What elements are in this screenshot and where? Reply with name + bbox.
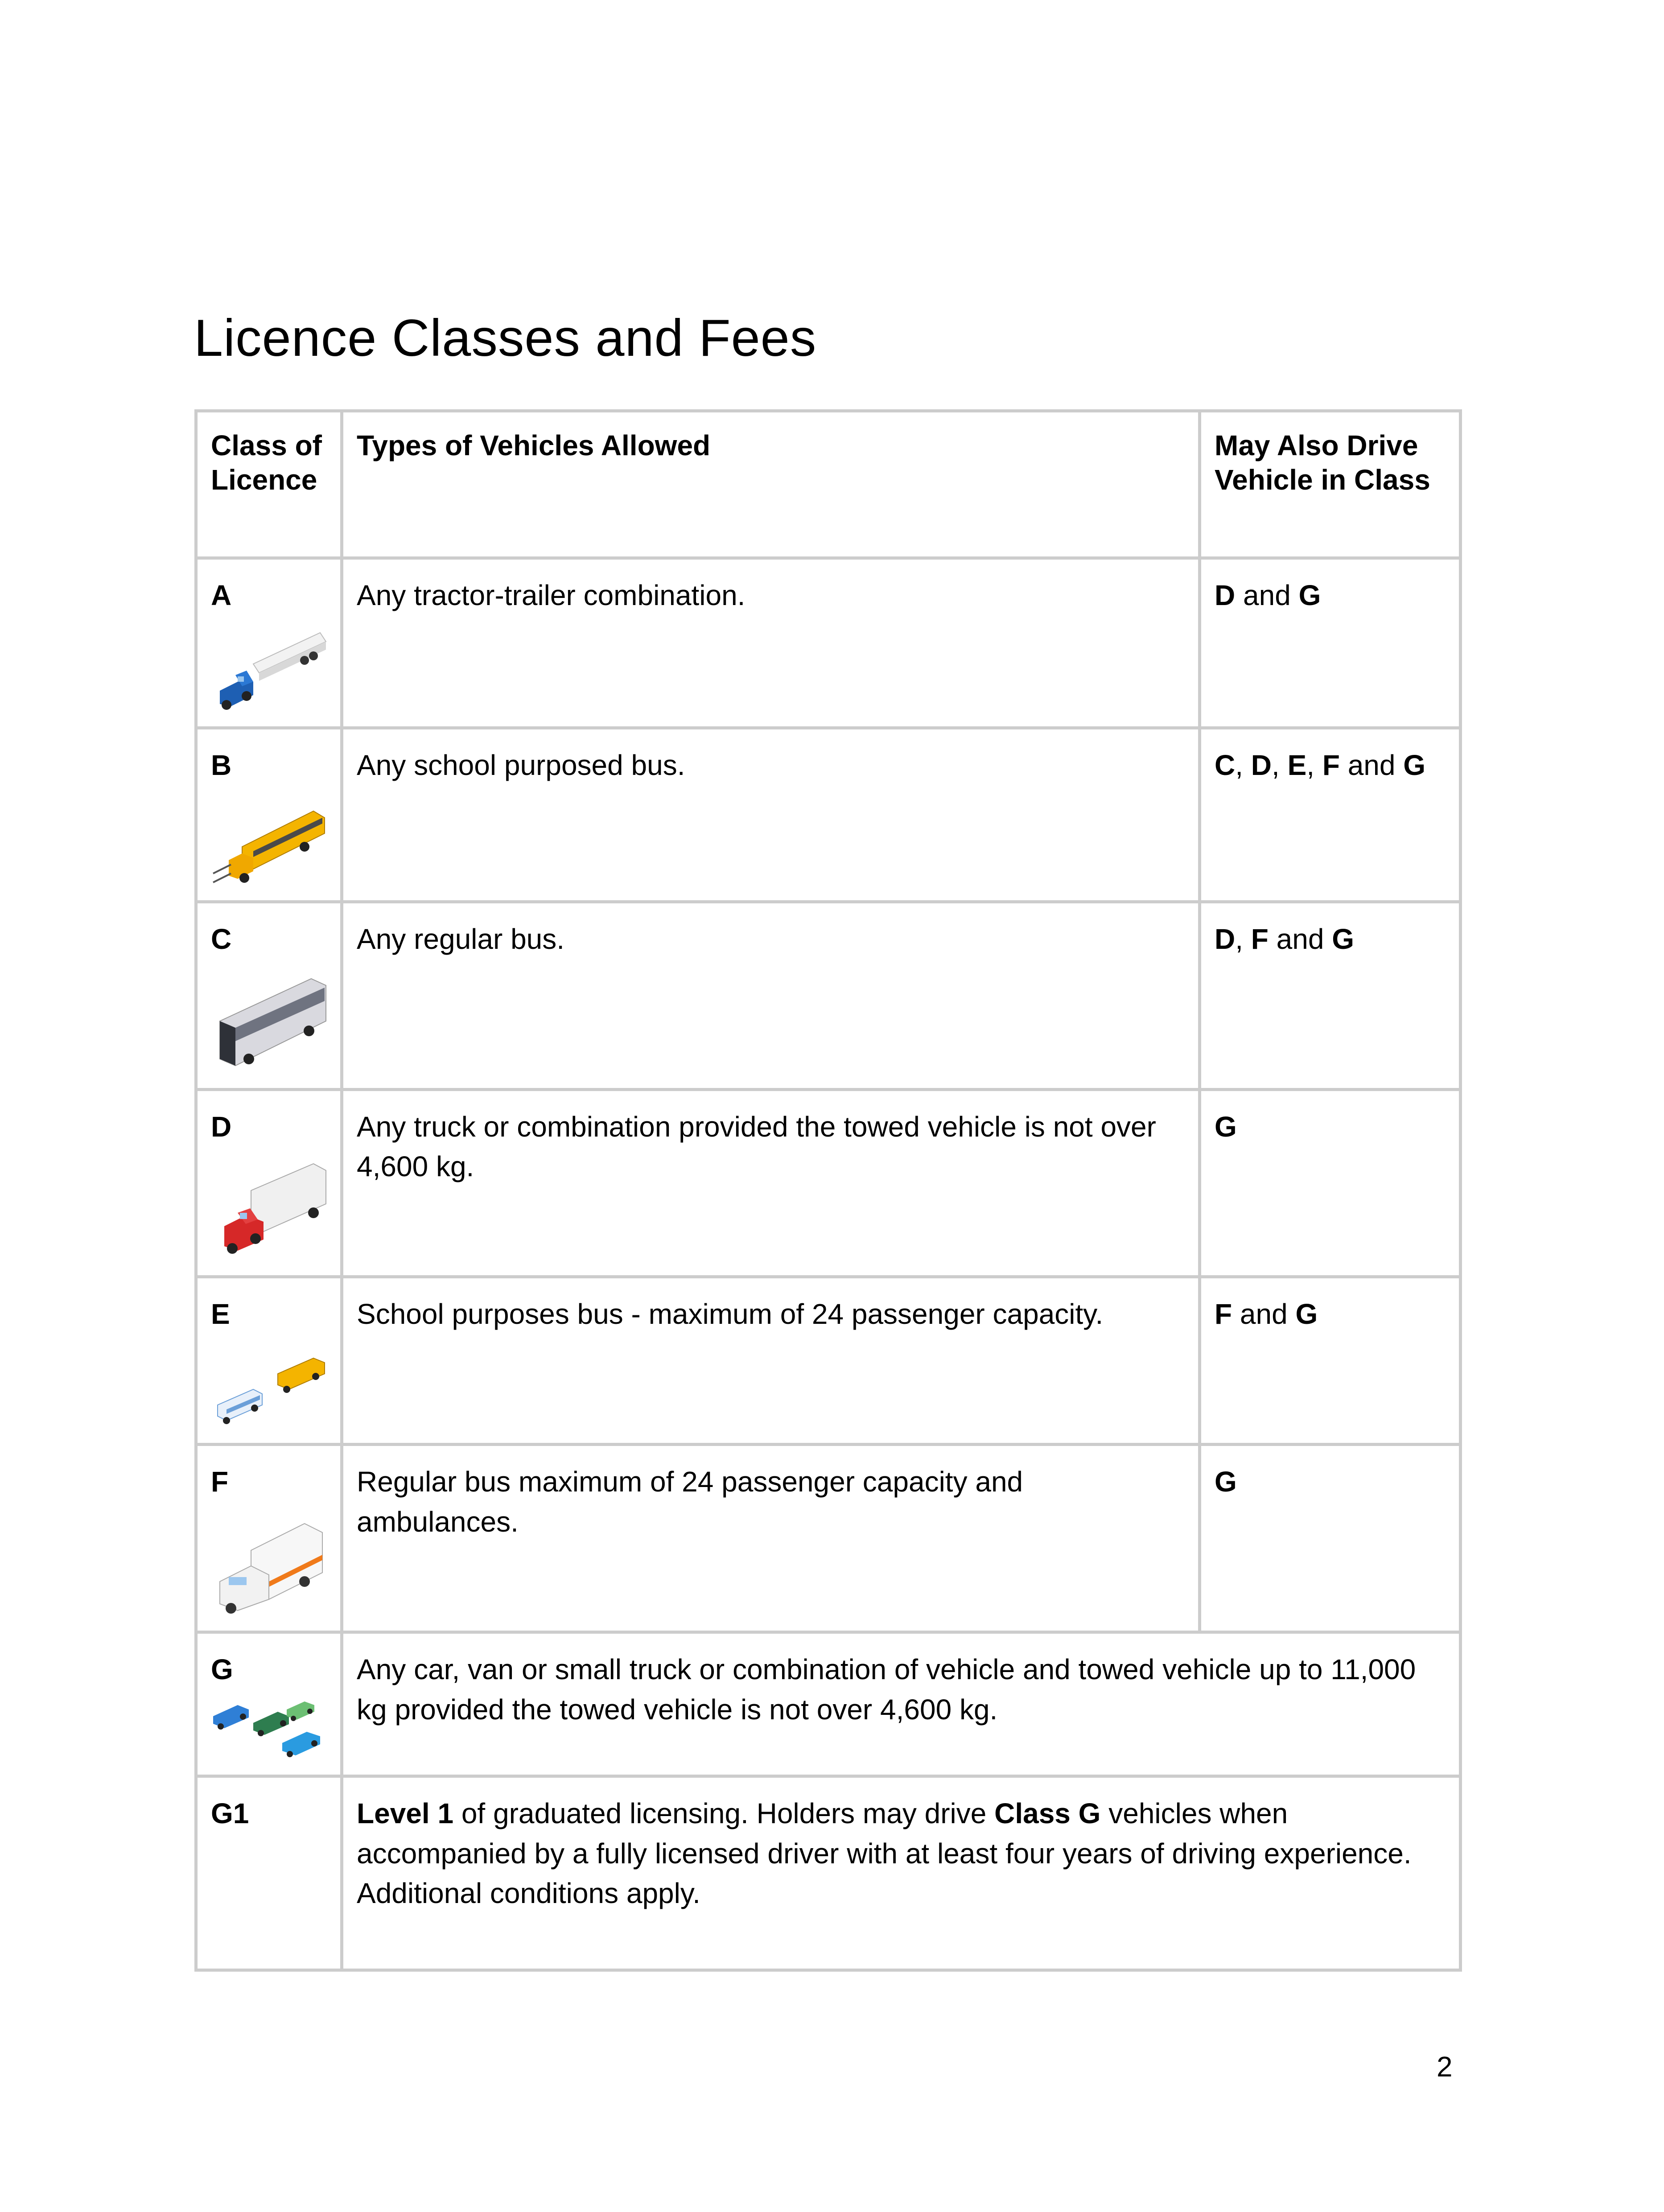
- class-label: G: [211, 1653, 233, 1685]
- text: ,: [1306, 749, 1322, 781]
- bold-text: Class G: [994, 1797, 1101, 1829]
- class-label: G1: [211, 1797, 249, 1829]
- bold-text: G: [1332, 923, 1354, 956]
- bold-text: G: [1403, 749, 1426, 781]
- vehicle-types-cell: Any car, van or small truck or combination of vehicle and towed vehicle up to 11,000 kg provided the towed vehicle is not over 4,600 kg.: [342, 1632, 1461, 1776]
- class-cell: [196, 1089, 342, 1277]
- class-label: D: [211, 1110, 232, 1143]
- bold-text: F: [1251, 923, 1269, 956]
- class-cell: [196, 1776, 342, 1970]
- table-row: [196, 1632, 1461, 1776]
- text: ,: [1272, 749, 1288, 781]
- page-title: Licence Classes and Fees: [194, 309, 817, 367]
- bold-text: G: [1215, 1466, 1237, 1498]
- class-cell: [196, 558, 342, 728]
- table-row: [196, 1089, 1461, 1277]
- also-drive-cell: [1200, 728, 1461, 902]
- bold-text: D: [1215, 923, 1236, 956]
- table-row: [196, 728, 1461, 902]
- box-truck-icon: [211, 1159, 327, 1262]
- header-class-of-licence: Class of Licence: [196, 411, 342, 558]
- vehicle-types-cell: Any regular bus.: [342, 902, 1200, 1090]
- table-row: [196, 1776, 1461, 1970]
- text: ,: [1235, 749, 1251, 781]
- vehicle-types-cell: Any school purposed bus.: [342, 728, 1200, 902]
- table-header-row: [196, 411, 1461, 558]
- table-row: [196, 902, 1461, 1090]
- table-row: [196, 558, 1461, 728]
- also-drive-cell: [1200, 902, 1461, 1090]
- vehicle-types-cell: Regular bus maximum of 24 passenger capacity and ambulances.: [342, 1445, 1200, 1632]
- vehicle-types-cell: [342, 1776, 1461, 1970]
- header-types-of-vehicles: Types of Vehicles Allowed: [342, 411, 1200, 558]
- bold-text: G: [1215, 1110, 1237, 1143]
- text: and: [1339, 749, 1404, 781]
- class-cell: [196, 1632, 342, 1776]
- ambulance-icon: [211, 1515, 327, 1617]
- small-school-bus-icon: [211, 1347, 327, 1427]
- licence-classes-table: [194, 409, 1462, 1972]
- also-drive-cell: [1200, 1089, 1461, 1277]
- vehicle-types-cell: School purposes bus - maximum of 24 passenger capacity.: [342, 1277, 1200, 1445]
- coach-bus-icon: [211, 972, 327, 1075]
- page-number: 2: [1437, 2051, 1453, 2083]
- bold-text: G: [1295, 1298, 1318, 1330]
- class-label: C: [211, 923, 232, 956]
- class-label: E: [211, 1298, 230, 1330]
- bold-text: G: [1298, 579, 1321, 611]
- table-row: [196, 1445, 1461, 1632]
- also-drive-cell: [1200, 1445, 1461, 1632]
- text: and: [1232, 1298, 1296, 1330]
- class-cell: [196, 1277, 342, 1445]
- vehicle-types-cell: Any tractor-trailer combination.: [342, 558, 1200, 728]
- bold-text: F: [1215, 1298, 1232, 1330]
- text: of graduated licensing. Holders may drive: [453, 1797, 995, 1829]
- table-row: [196, 1277, 1461, 1445]
- class-cell: [196, 1445, 342, 1632]
- tractor-trailer-icon: [211, 628, 327, 713]
- bold-text: D: [1215, 579, 1236, 611]
- class-cell: [196, 728, 342, 902]
- bold-text: C: [1215, 749, 1236, 781]
- class-cell: [196, 902, 342, 1090]
- bold-text: F: [1322, 749, 1340, 781]
- text: vehicles when accompanied by a fully licensed driver with at least four years of driving experience. Additional conditions apply.: [357, 1797, 1412, 1910]
- text: and: [1268, 923, 1332, 956]
- also-drive-cell: [1200, 1277, 1461, 1445]
- class-label: B: [211, 749, 232, 781]
- also-drive-cell: [1200, 558, 1461, 728]
- text: ,: [1235, 923, 1251, 956]
- bold-text: D: [1251, 749, 1272, 781]
- header-may-also-drive: May Also Drive Vehicle in Class: [1200, 411, 1461, 558]
- bold-text: E: [1287, 749, 1307, 781]
- school-bus-icon: [211, 798, 327, 887]
- class-label: A: [211, 579, 232, 611]
- cars-icon: [211, 1692, 327, 1759]
- vehicle-types-cell: Any truck or combination provided the towed vehicle is not over 4,600 kg.: [342, 1089, 1200, 1277]
- class-label: F: [211, 1466, 229, 1498]
- text: and: [1235, 579, 1299, 611]
- bold-text: Level 1: [357, 1797, 454, 1829]
